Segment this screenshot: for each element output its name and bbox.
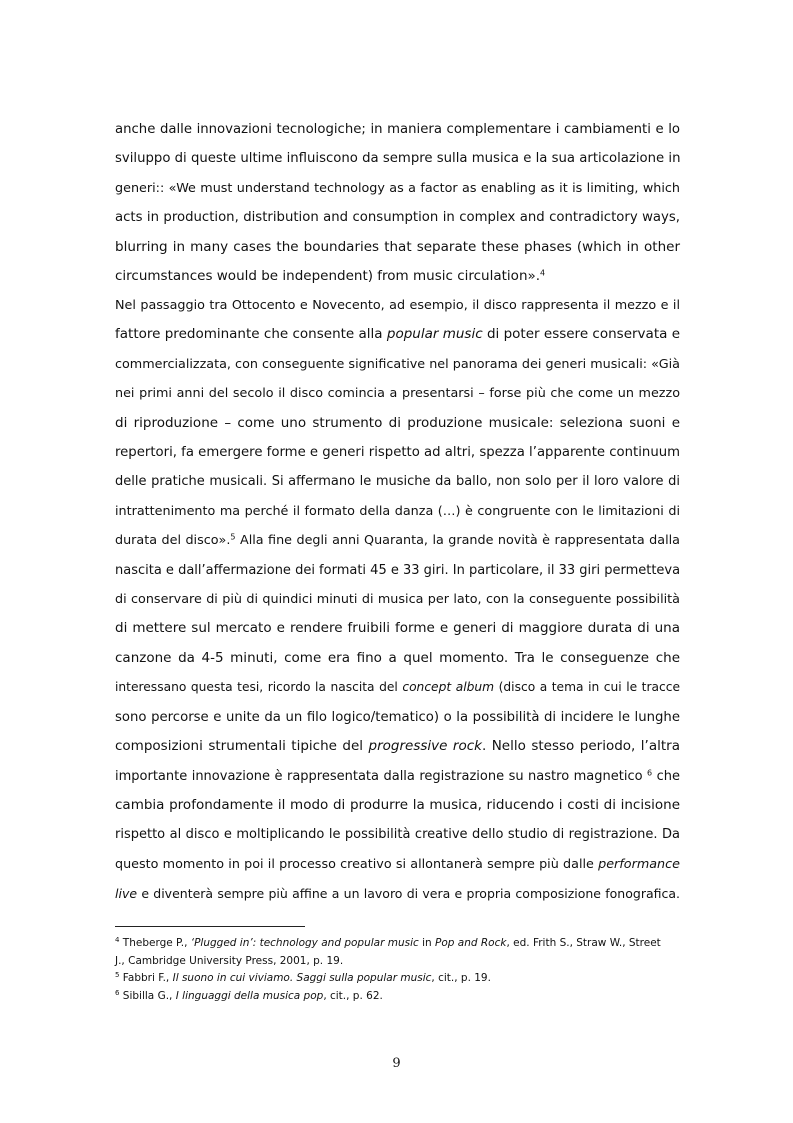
footnote-6 — [115, 988, 680, 1006]
text-fragment: Theberge P., — [119, 937, 191, 949]
text-line: delle pratiche musicali. Si affermano le musiche da ballo, non solo per il loro valore di — [115, 474, 680, 490]
paragraph-disco — [115, 291, 680, 909]
text-fragment: in — [418, 937, 436, 949]
text-fragment: questo momento in poi il processo creativo si allontanerà sempre più dalle — [115, 856, 599, 872]
italic-term: popular music — [386, 326, 483, 343]
text-line — [115, 320, 680, 349]
italic-term: concept album — [402, 680, 495, 695]
italic-title: Pop and Rock — [435, 937, 507, 949]
text-fragment: fattore predominante che consente alla — [115, 326, 387, 343]
text-line: blurring in many cases the boundaries that separate these phases (which in other — [115, 238, 680, 255]
text-line: sono percorse e unite da un filo logico/tematico) o la possibilità di incidere le lunghe — [115, 709, 680, 725]
text-fragment: Sibilla G., — [119, 990, 176, 1002]
text-fragment: circumstances would be independent) from music circulation». — [115, 268, 541, 285]
text-fragment: Alla fine degli anni Quaranta, la grande novità è rappresentata dalla — [235, 533, 680, 549]
text-fragment: e diventerà sempre più affine a un lavoro di vera e propria composizione fonografica. — [137, 886, 680, 902]
text-line: anche dalle innovazioni tecnologiche; in maniera complementare i cambiamenti e lo — [115, 122, 680, 137]
page-number: 9 — [392, 1056, 401, 1071]
text-line — [115, 762, 680, 791]
italic-title: ‘Plugged in’: technology and popular music — [190, 937, 419, 949]
italic-term: live — [115, 886, 138, 902]
italic-title: Il suono in cui viviamo. Saggi sulla popular music — [172, 972, 432, 984]
text-fragment: (disco a tema in cui le tracce — [494, 680, 681, 695]
text-line: nei primi anni del secolo il disco comincia a presentarsi – forse più che come un mezzo — [115, 386, 680, 402]
text-line — [115, 673, 680, 702]
text-fragment: Fabbri F., — [119, 972, 173, 984]
footnote-number: 4 — [115, 936, 120, 945]
text-line — [115, 262, 680, 291]
paragraph-technology — [115, 115, 680, 291]
text-fragment: . Nello stesso periodo, l’altra — [481, 738, 680, 755]
footnote-number: 6 — [115, 989, 120, 998]
text-line — [115, 850, 680, 879]
text-line: di conservare di più di quindici minuti di musica per lato, con la conseguente possibilità — [115, 592, 680, 608]
text-fragment: J., Cambridge University Press, 2001, p. 19. — [115, 954, 344, 967]
footnote-ref-5: 5 — [230, 532, 236, 542]
text-fragment: composizioni strumentali tipiche del — [115, 738, 369, 755]
text-fragment: importante innovazione è rappresentata dalla registrazione su nastro magnetico — [115, 768, 648, 784]
text-line: di mettere sul mercato e rendere fruibili forme e generi di maggiore durata di una — [115, 620, 680, 637]
footnote-5 — [115, 970, 680, 988]
text-fragment: interessano questa tesi, ricordo la nascita del — [115, 680, 403, 695]
footnote-4 — [115, 935, 680, 970]
text-line: generi:: «We must understand technology as a factor as enabling as it is limiting, which — [115, 180, 680, 196]
text-line — [115, 879, 680, 908]
text-fragment: , cit., p. 62. — [323, 990, 383, 1002]
text-line: canzone da 4-5 minuti, come era fino a quel momento. Tra le conseguenze che — [115, 649, 680, 666]
italic-term: performance — [598, 856, 680, 872]
text-line: acts in production, distribution and consumption in complex and contradictory ways, — [115, 210, 680, 226]
text-line: Nel passaggio tra Ottocento e Novecento, ad esempio, il disco rappresenta il mezzo e il — [115, 298, 680, 313]
footnote-number: 5 — [115, 971, 120, 980]
text-line: nascita e dall’affermazione dei formati 45 e 33 giri. In particolare, il 33 giri permetteva — [115, 562, 681, 578]
text-line: rispetto al disco e moltiplicando le possibilità creative dello studio di registrazione. Da — [115, 827, 680, 843]
italic-term: progressive rock — [368, 738, 482, 755]
text-line: repertori, fa emergere forme e generi rispetto ad altri, spezza l’apparente continuum — [115, 445, 681, 461]
footnote-separator — [115, 926, 305, 927]
text-line: sviluppo di queste ultime influiscono da sempre sulla musica e la sua articolazione in — [115, 151, 681, 167]
text-fragment: durata del disco». — [115, 533, 231, 549]
text-line — [115, 732, 680, 761]
text-line: intrattenimento ma perché il formato della danza (…) è congruente con le limitazioni di — [115, 503, 680, 519]
text-line — [115, 526, 680, 555]
text-fragment: , ed. Frith S., Straw W., Street — [506, 937, 661, 949]
text-line: cambia profondamente il modo di produrre la musica, riducendo i costi di incisione — [115, 796, 680, 813]
text-line: di riproduzione – come uno strumento di produzione musicale: seleziona suoni e — [115, 414, 680, 431]
text-line: commercializzata, con conseguente significative nel panorama dei generi musicali: «Già — [115, 356, 680, 372]
text-fragment: di poter essere conservata e — [482, 326, 681, 343]
italic-title: I linguaggi della musica pop — [175, 990, 324, 1002]
footnote-ref-6: 6 — [647, 768, 653, 778]
text-fragment: , cit., p. 19. — [431, 972, 491, 984]
footnote-ref-4: 4 — [540, 268, 546, 278]
text-fragment: che — [652, 768, 680, 784]
